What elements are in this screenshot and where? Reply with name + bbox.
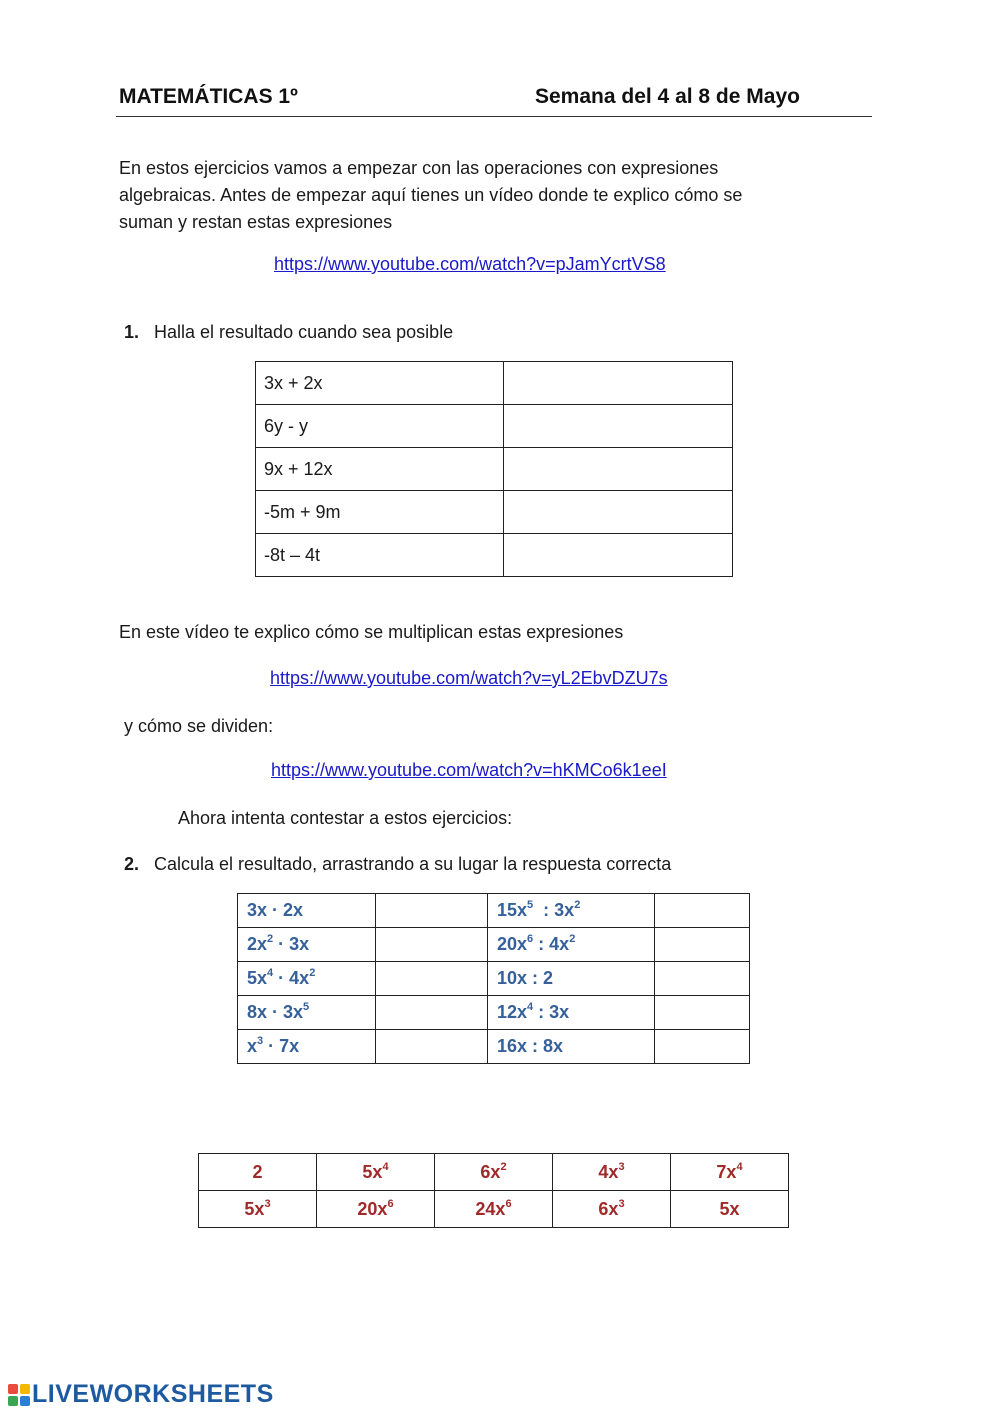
operation-cell: $8x \cdot 3x^5$ (238, 996, 376, 1030)
table-row (238, 928, 750, 962)
table-row (256, 448, 733, 491)
draggable-answer[interactable]: $4x^3$ (553, 1154, 671, 1191)
table-row (256, 534, 733, 577)
table-row (256, 491, 733, 534)
answer-bank (198, 1153, 789, 1228)
drop-target[interactable] (655, 894, 750, 928)
intro-line-1: En estos ejercicios vamos a empezar con las operaciones con expresiones (119, 158, 719, 178)
answer-input-cell[interactable] (503, 448, 732, 491)
exercise2-table (237, 893, 750, 1064)
video-link-multiply[interactable]: https://www.youtube.com/watch?v=yL2EbvDZU7s (270, 668, 668, 688)
expression-cell: 9x + 12x (256, 448, 504, 491)
operation-cell: $2x^2 \cdot 3x$ (238, 928, 376, 962)
drop-target[interactable] (655, 962, 750, 996)
week-title: Semana del 4 al 8 de Mayo (535, 85, 800, 108)
expression-cell: 6y - y (256, 405, 504, 448)
divide-text: y cómo se dividen: (119, 716, 274, 736)
expression-cell: -8t – 4t (256, 534, 504, 577)
answer-input-cell[interactable] (503, 362, 732, 405)
table-row (238, 1030, 750, 1064)
expression-cell: -5m + 9m (256, 491, 504, 534)
operation-cell: 10x : 2 (488, 962, 655, 996)
liveworksheets-logo (8, 1380, 274, 1409)
header-divider (116, 116, 872, 117)
operation-cell: $20x^6$ : $4x^2$ (488, 928, 655, 962)
draggable-answer[interactable]: $6x^3$ (553, 1191, 671, 1228)
drop-target[interactable] (376, 962, 488, 996)
exercise2-number: 2. (124, 854, 140, 874)
answer-input-cell[interactable] (503, 534, 732, 577)
drop-target[interactable] (655, 1030, 750, 1064)
table-row (256, 362, 733, 405)
operation-cell: 16x : 8x (488, 1030, 655, 1064)
intro-paragraph (119, 155, 742, 236)
operation-cell: $5x^4 \cdot 4x^2$ (238, 962, 376, 996)
exercise1-number: 1. (124, 322, 140, 342)
draggable-answer[interactable]: $6x^2$ (435, 1154, 553, 1191)
drop-target[interactable] (655, 996, 750, 1030)
draggable-answer[interactable]: $5x^4$ (317, 1154, 435, 1191)
answer-input-cell[interactable] (503, 405, 732, 448)
intro-line-3: suman y restan estas expresiones (119, 212, 393, 232)
video-link-divide[interactable]: https://www.youtube.com/watch?v=hKMCo6k1eeI (271, 760, 667, 780)
draggable-answer[interactable]: 5x (671, 1191, 789, 1228)
draggable-answer[interactable]: $24x^6$ (435, 1191, 553, 1228)
draggable-answer[interactable]: 2 (199, 1154, 317, 1191)
intro-line-2: algebraicas. Antes de empezar aquí tienes un vídeo donde te explico cómo se (119, 185, 743, 205)
operation-cell: $15x^5$ : $3x^2$ (488, 894, 655, 928)
operation-cell: 3x · 2x (238, 894, 376, 928)
logo-icon (8, 1384, 30, 1406)
drop-target[interactable] (376, 1030, 488, 1064)
exercise1-table (255, 361, 733, 577)
drop-target[interactable] (376, 996, 488, 1030)
multiply-text: En este vídeo te explico cómo se multiplican estas expresiones (119, 622, 624, 642)
table-row (238, 894, 750, 928)
table-row (238, 996, 750, 1030)
subject-title: MATEMÁTICAS 1º (119, 85, 298, 108)
drop-target[interactable] (376, 928, 488, 962)
draggable-answer[interactable]: $7x^4$ (671, 1154, 789, 1191)
video-link-sum[interactable]: https://www.youtube.com/watch?v=pJamYcrtVS8 (274, 254, 666, 274)
prompt-text: Ahora intenta contestar a estos ejercicios: (178, 808, 513, 828)
operation-cell: $12x^4$ : 3x (488, 996, 655, 1030)
expression-cell: 3x + 2x (256, 362, 504, 405)
exercise2-heading (124, 851, 671, 878)
drop-target[interactable] (655, 928, 750, 962)
draggable-answer[interactable]: $5x^3$ (199, 1191, 317, 1228)
logo-text: LIVEWORKSHEETS (32, 1380, 274, 1408)
table-row (256, 405, 733, 448)
table-row (199, 1191, 789, 1228)
draggable-answer[interactable]: $20x^6$ (317, 1191, 435, 1228)
exercise1-heading (124, 319, 453, 346)
table-row (199, 1154, 789, 1191)
exercise1-title: Halla el resultado cuando sea posible (154, 322, 454, 342)
drop-target[interactable] (376, 894, 488, 928)
answer-input-cell[interactable] (503, 491, 732, 534)
table-row (238, 962, 750, 996)
operation-cell: $x^3 \cdot 7x$ (238, 1030, 376, 1064)
exercise2-title: Calcula el resultado, arrastrando a su lugar la respuesta correcta (154, 854, 672, 874)
